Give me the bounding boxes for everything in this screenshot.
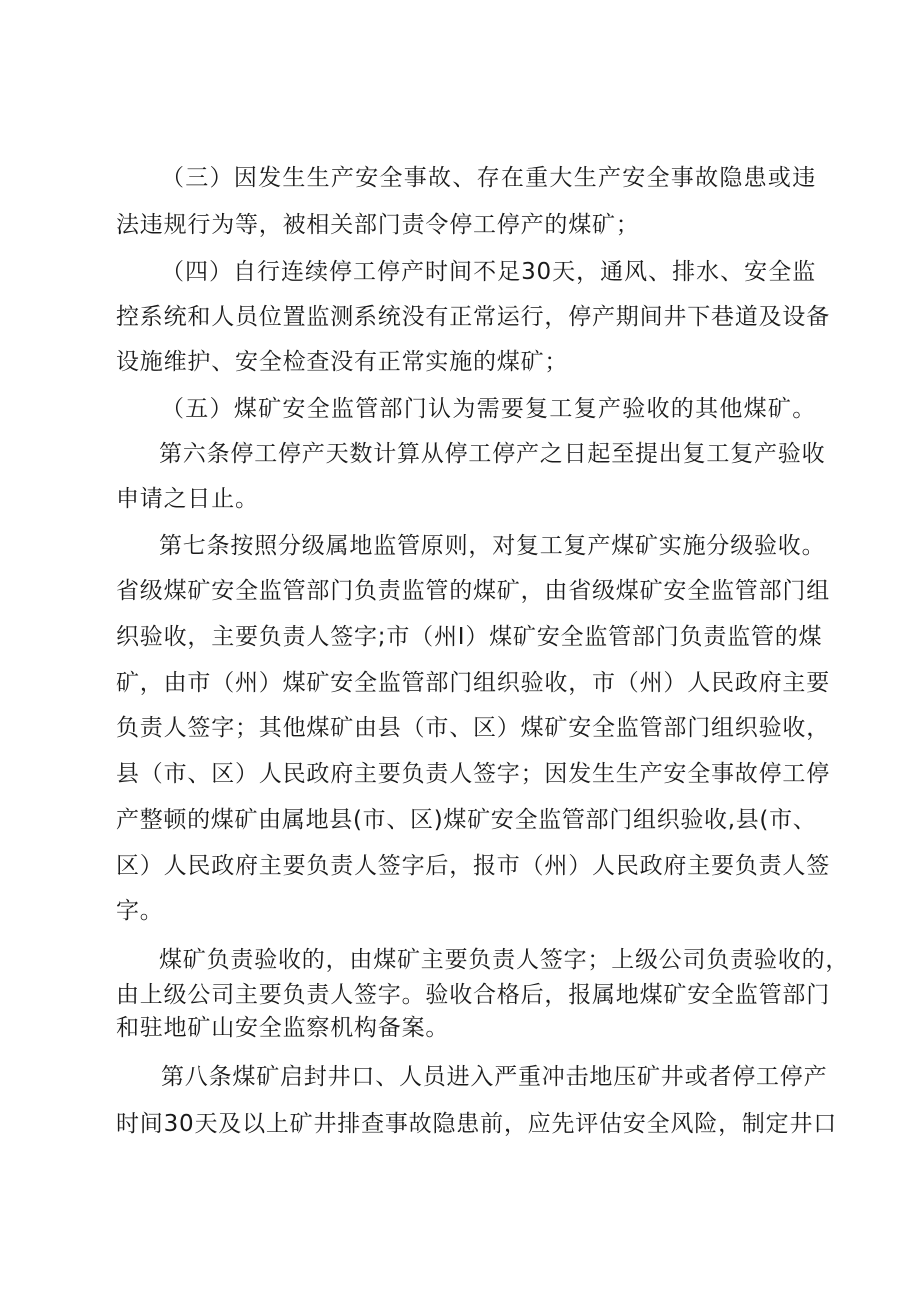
text-line: 第六条停工停产天数计算从停工停产之日起至提出复工复产验收: [159, 441, 826, 467]
text-line: 矿，由市（州）煤矿安全监管部门组织验收，市（州）人民政府主要: [116, 670, 830, 696]
text-line: 法违规行为等，被相关部门责令停工停产的煤矿；: [116, 212, 640, 238]
text-line: 省级煤矿安全监管部门负责监管的煤矿，由省级煤矿安全监管部门组: [116, 578, 830, 604]
text-line: 申请之日止。: [116, 486, 259, 512]
text-line: 煤矿负责验收的，由煤矿主要负责人签字；上级公司负责验收的，: [159, 947, 850, 973]
text-line: 设施维护、安全检查没有正常实施的煤矿；: [116, 349, 569, 375]
text-line: （四）自行连续停工停产时间不足30天，通风、排水、安全监: [161, 259, 816, 285]
text-line: 第七条按照分级属地监管原则，对复工复产煤矿实施分级验收。: [159, 533, 826, 559]
text-line: 第八条煤矿启封井口、人员进入严重冲击地压矿井或者停工停产: [161, 1064, 828, 1090]
text-line: 时间30天及以上矿井排查事故隐患前，应先评估安全风险，制定井口: [116, 1111, 838, 1137]
text-line: 字。: [116, 898, 164, 924]
text-line: 织验收，主要负责人签字;市（州I）煤矿安全监管部门负责监管的煤: [116, 624, 823, 650]
text-line: 县（市、区）人民政府主要负责人签字；因发生生产安全事故停工停: [116, 761, 830, 787]
text-line: 负责人签字；其他煤矿由县（市、区）煤矿安全监管部门组织验收，: [116, 715, 830, 741]
text-line: 区）人民政府主要负责人签字后，报市（州）人民政府主要负责人签: [116, 853, 830, 879]
text-line: （五）煤矿安全监管部门认为需要复工复产验收的其他煤矿。: [161, 396, 816, 422]
text-line: 和驻地矿山安全监察机构备案。: [116, 1015, 450, 1041]
text-line: （三）因发生生产安全事故、存在重大生产安全事故隐患或违: [161, 165, 816, 191]
text-line: 产整顿的煤矿由属地县(市、区)煤矿安全监管部门组织验收,县(市、: [116, 807, 816, 833]
text-line: 由上级公司主要负责人签字。验收合格后，报属地煤矿安全监管部门: [116, 982, 830, 1008]
text-line: 控系统和人员位置监测系统没有正常运行，停产期间井下巷道及设备: [116, 304, 830, 330]
